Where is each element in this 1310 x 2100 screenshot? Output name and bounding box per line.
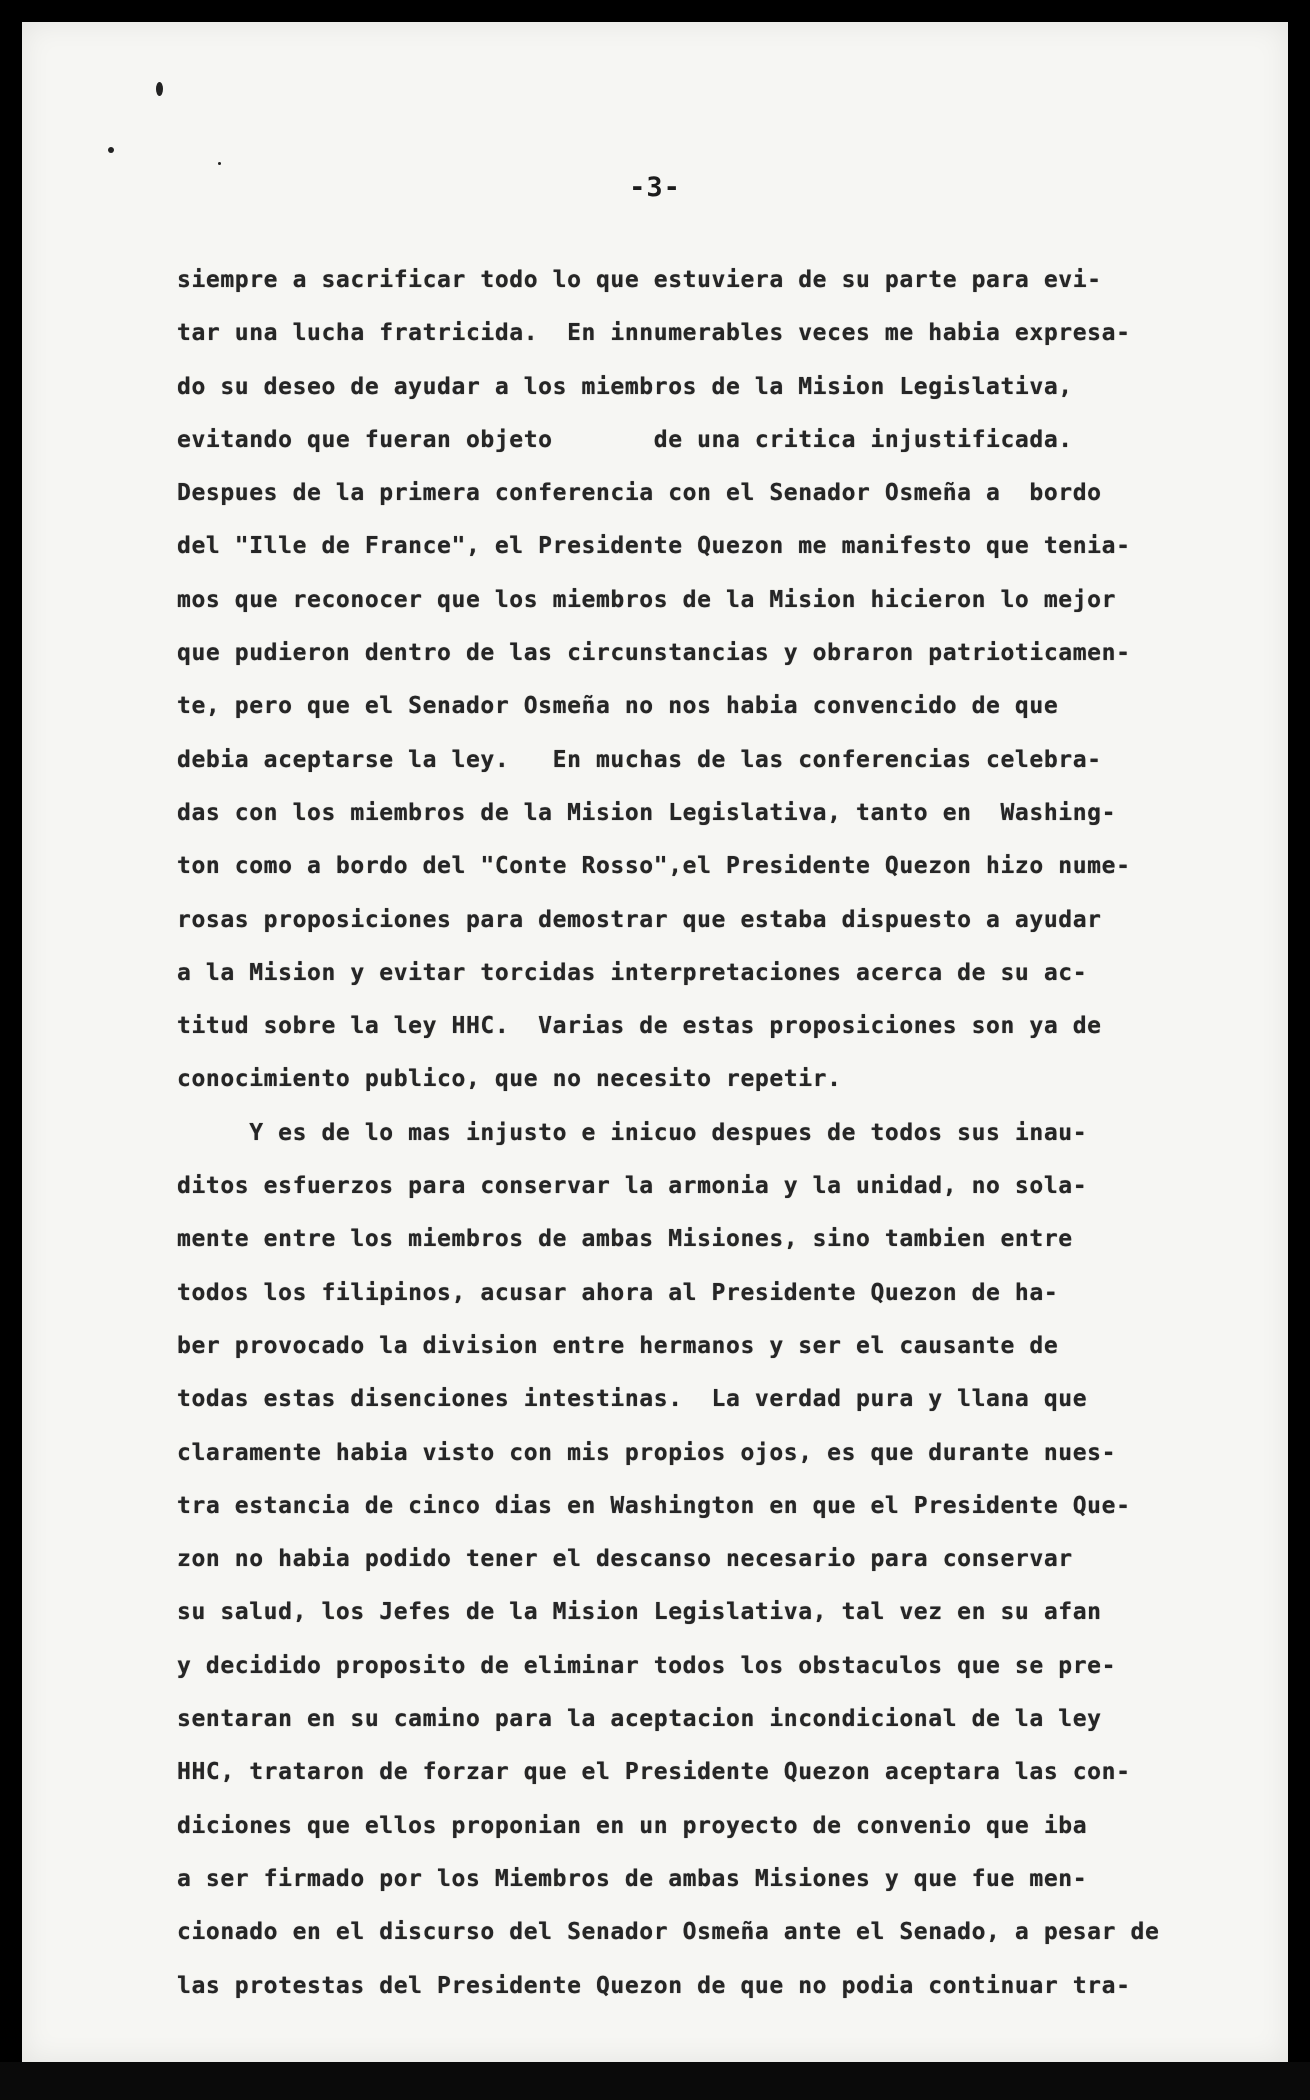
text-line: todas estas disenciones intestinas. La verdad pura y llana que xyxy=(177,1386,1088,1413)
text-line: das con los miembros de la Mision Legislativa, tanto en Washing- xyxy=(177,799,1117,826)
text-line: siempre a sacrificar todo lo que estuviera de su parte para evi- xyxy=(177,267,1102,293)
text-line: tar una lucha fratricida. En innumerables veces me habia expresa- xyxy=(177,320,1131,347)
text-line: HHC, trataron de forzar que el Presidente Quezon aceptara las con- xyxy=(177,1759,1131,1786)
text-line: a ser firmado por los Miembros de ambas Misiones y que fue men- xyxy=(177,1865,1088,1892)
text-line: mos que reconocer que los miembros de la Mision hicieron lo mejor xyxy=(177,586,1117,613)
body-text xyxy=(177,254,1277,2013)
text-line: sentaran en su camino para la aceptacion incondicional de la ley xyxy=(177,1706,1102,1733)
text-line: zon no habia podido tener el descanso necesario para conservar xyxy=(177,1546,1073,1573)
text-line: cionado en el discurso del Senador Osmeña ante el Senado, a pesar de xyxy=(177,1919,1160,1946)
text-line: ton como a bordo del "Conte Rosso",el Presidente Quezon hizo nume- xyxy=(177,853,1131,880)
text-line: ber provocado la division entre hermanos y ser el causante de xyxy=(177,1332,1059,1359)
document-page xyxy=(22,22,1288,2062)
page-number: -3- xyxy=(629,172,681,203)
text-line: rosas proposiciones para demostrar que estaba dispuesto a ayudar xyxy=(177,906,1102,933)
text-line: tra estancia de cinco dias en Washington en que el Presidente Que- xyxy=(177,1492,1131,1519)
ink-speck xyxy=(156,82,163,96)
text-line: debia aceptarse la ley. En muchas de las conferencias celebra- xyxy=(177,746,1102,773)
text-line: todos los filipinos, acusar ahora al Presidente Quezon de ha- xyxy=(177,1279,1059,1306)
text-line: y decidido proposito de eliminar todos los obstaculos que se pre- xyxy=(177,1652,1117,1679)
text-line: evitando que fueran objeto de una critica injustificada. xyxy=(177,426,1073,453)
ink-speck xyxy=(108,147,114,153)
text-line: que pudieron dentro de las circunstancias y obraron patrioticamen- xyxy=(177,640,1131,667)
text-line: ditos esfuerzos para conservar la armonia y la unidad, no sola- xyxy=(177,1173,1088,1200)
text-line: mente entre los miembros de ambas Misiones, sino tambien entre xyxy=(177,1226,1073,1253)
text-line: las protestas del Presidente Quezon de que no podia continuar tra- xyxy=(177,1972,1131,1999)
text-line: conocimiento publico, que no necesito repetir. xyxy=(177,1066,842,1093)
text-line: titud sobre la ley HHC. Varias de estas proposiciones son ya de xyxy=(177,1013,1102,1040)
ink-speck xyxy=(218,162,221,165)
text-line: Y es de lo mas injusto e inicuo despues de todos sus inau- xyxy=(177,1119,1088,1146)
paragraph-2 xyxy=(177,1107,1277,2013)
text-line: su salud, los Jefes de la Mision Legislativa, tal vez en su afan xyxy=(177,1599,1102,1626)
text-line: a la Mision y evitar torcidas interpretaciones acerca de su ac- xyxy=(177,959,1088,986)
text-line: te, pero que el Senador Osmeña no nos habia convencido de que xyxy=(177,693,1059,720)
text-line: claramente habia visto con mis propios ojos, es que durante nues- xyxy=(177,1439,1117,1466)
text-line: do su deseo de ayudar a los miembros de la Mision Legislativa, xyxy=(177,373,1073,400)
film-frame-edge xyxy=(0,2062,1310,2100)
paragraph-1 xyxy=(177,254,1277,1107)
text-line: diciones que ellos proponian en un proyecto de convenio que iba xyxy=(177,1812,1088,1839)
text-line: Despues de la primera conferencia con el Senador Osmeña a bordo xyxy=(177,480,1102,507)
text-line: del "Ille de France", el Presidente Quezon me manifesto que tenia- xyxy=(177,533,1131,560)
